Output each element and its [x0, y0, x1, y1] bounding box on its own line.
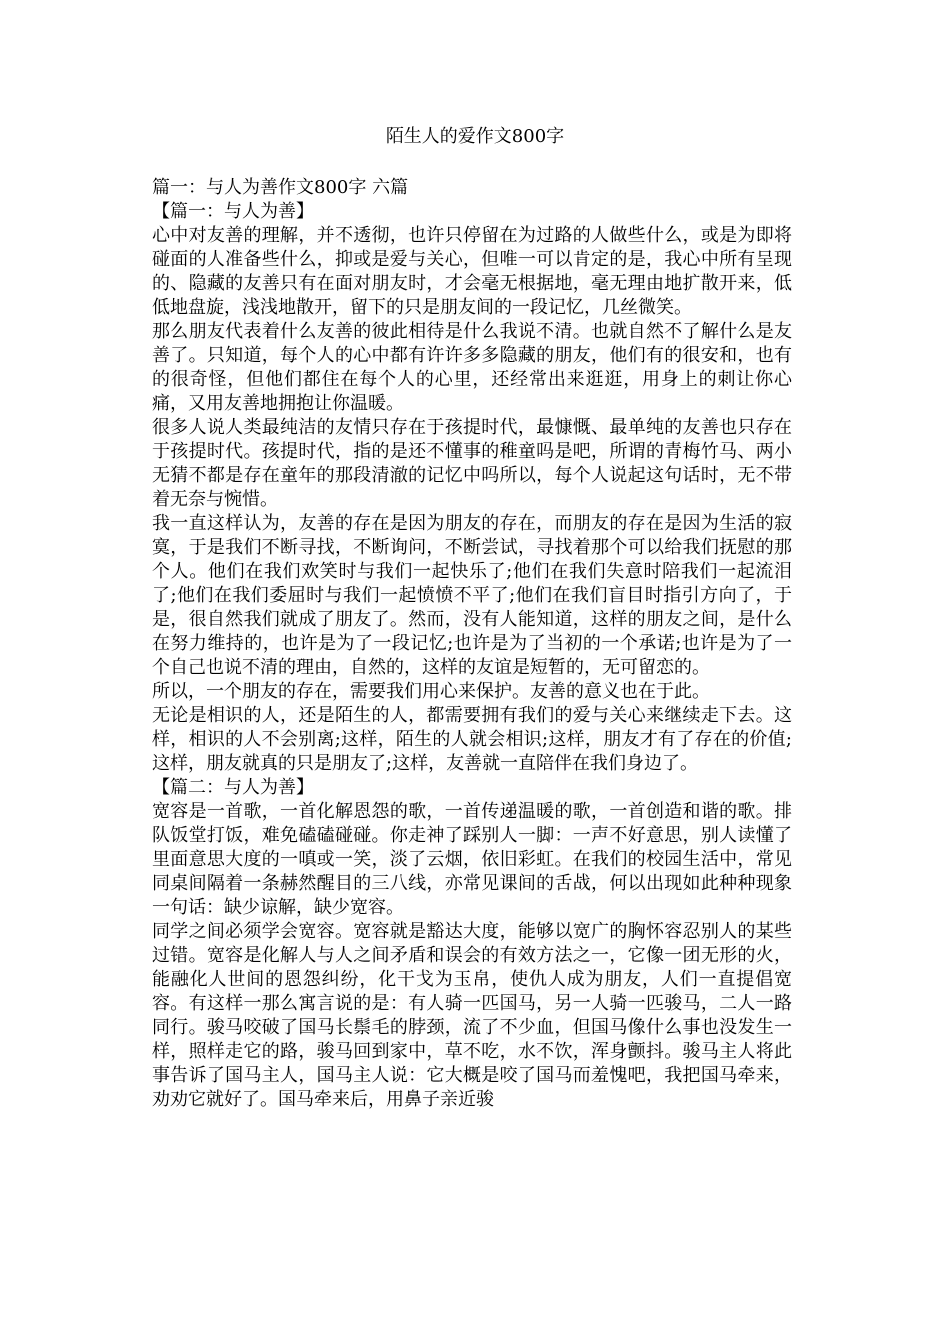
paragraph: 那么朋友代表着什么友善的彼此相待是什么我说不清。也就自然不了解什么是友善了。只知道，每个人的心中都有许许多多隐藏的朋友，他们有的很安和，也有的很奇怪，但他们都住在每个人的心里，还经常出来逛逛，用身上的刺让你心痛，又用友善地拥抱让你温暖。 [152, 321, 792, 414]
series-title: 篇一：与人为善作文800字 六篇 [152, 177, 409, 198]
section-heading-1: 【篇一：与人为善】 [152, 201, 314, 222]
paragraph: 同学之间必须学会宽容。宽容就是豁达大度，能够以宽广的胸怀容忍别人的某些过错。宽容是化解人与人之间矛盾和误会的有效方法之一，它像一团无形的火，能融化人世间的恩怨纠纷，化干戈为玉帛，使仇人成为朋友，人们一直提倡宽容。有这样一那么寓言说的是：有人骑一匹国马，另一人骑一匹骏马，二人一路同行。骏马咬破了国马长鬃毛的脖颈，流了不少血，但国马像什么事也没发生一样，照样走它的路，骏马回到家中，草不吃，水不饮，浑身颤抖。骏马主人将此事告诉了国马主人，国马主人说：它大概是咬了国马而羞愧吧，我把国马牵来，劝劝它就好了。国马牵来后，用鼻子亲近骏 [152, 921, 792, 1110]
paragraph: 很多人说人类最纯洁的友情只存在于孩提时代，最慷慨、最单纯的友善也只存在于孩提时代。孩提时代，指的是还不懂事的稚童吗是吧，所谓的青梅竹马、两小无猜不都是存在童年的那段清澈的记忆中吗所以，每个人说起这句话时，无不带着无奈与惋惜。 [152, 417, 792, 510]
paragraph: 心中对友善的理解，并不透彻，也许只停留在为过路的人做些什么，或是为即将碰面的人准备些什么，抑或是爱与关心，但唯一可以肯定的是，我心中所有呈现的、隐藏的友善只有在面对朋友时，才会毫无根据地，毫无理由地扩散开来，低低地盘旋，浅浅地散开，留下的只是朋友间的一段记忆，几丝微笑。 [152, 225, 792, 318]
paragraph: 所以，一个朋友的存在，需要我们用心来保护。友善的意义也在于此。 [152, 681, 710, 702]
document-body [152, 176, 792, 1112]
paragraph: 宽容是一首歌，一首化解恩怨的歌，一首传递温暖的歌，一首创造和谐的歌。排队饭堂打饭，难免磕磕碰碰。你走神了踩别人一脚：一声不好意思，别人读懂了里面意思大度的一嗔或一笑，淡了云烟，依旧彩虹。在我们的校园生活中，常见同桌间隔着一条赫然醒目的三八线，亦常见课间的舌战，何以出现如此种种现象一句话：缺少谅解，缺少宽容。 [152, 801, 792, 918]
paragraph: 我一直这样认为，友善的存在是因为朋友的存在，而朋友的存在是因为生活的寂寞，于是我们不断寻找，不断询问，不断尝试，寻找着那个可以给我们抚慰的那个人。他们在我们欢笑时与我们一起快乐了;他们在我们失意时陪我们一起流泪了;他们在我们委屈时与我们一起愤愤不平了;他们在我们盲目时指引方向了，于是，很自然我们就成了朋友了。然而，没有人能知道，这样的朋友之间，是什么在努力维持的，也许是为了一段记忆;也许是为了当初的一个承诺;也许是为了一个自己也说不清的理由，自然的，这样的友谊是短暂的，无可留恋的。 [152, 513, 792, 678]
section-heading-2: 【篇二：与人为善】 [152, 777, 314, 798]
paragraph: 无论是相识的人，还是陌生的人，都需要拥有我们的爱与关心来继续走下去。这样，相识的人不会别离;这样，陌生的人就会相识;这样，朋友才有了存在的价值;这样，朋友就真的只是朋友了;这样，友善就一直陪伴在我们身边了。 [152, 705, 792, 774]
document-title: 陌生人的爱作文800字 [385, 126, 565, 147]
